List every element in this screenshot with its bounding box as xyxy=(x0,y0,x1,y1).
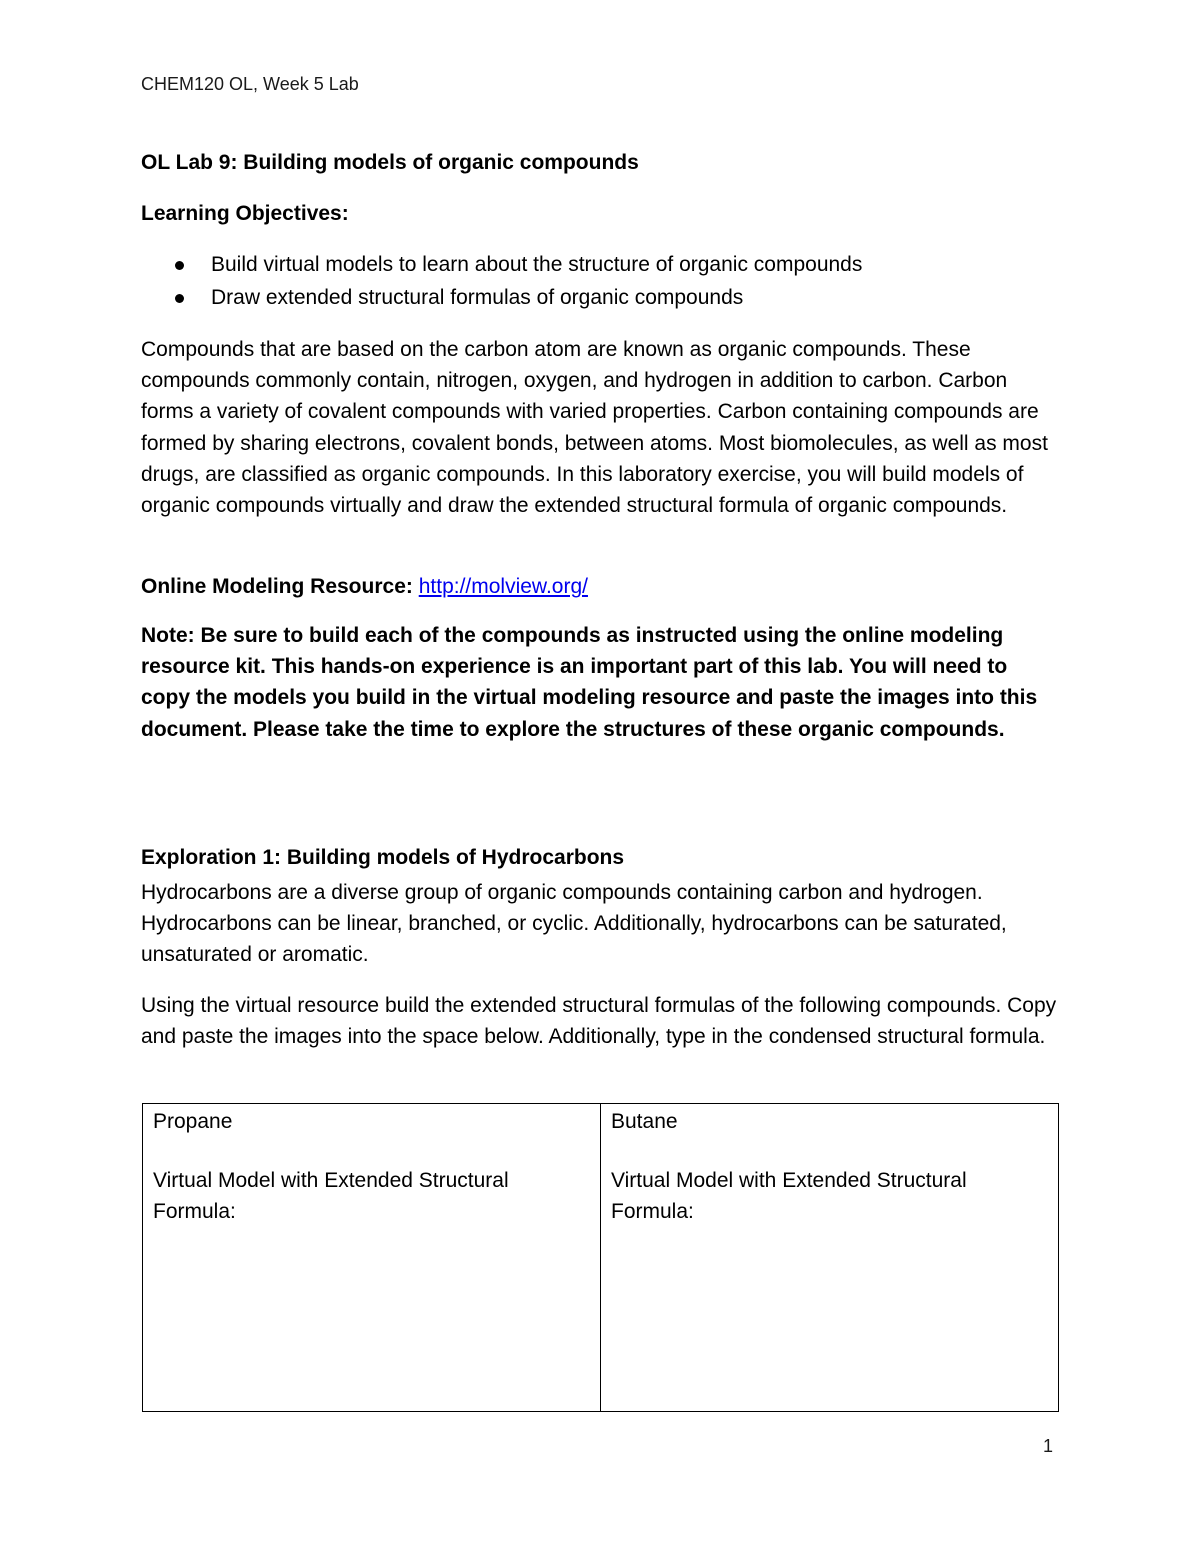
model-label: Virtual Model with Extended Structural Formula: xyxy=(611,1169,967,1224)
bullet-icon xyxy=(175,294,184,303)
list-item xyxy=(141,250,862,283)
page-number: 1 xyxy=(1043,1436,1054,1456)
model-label: Virtual Model with Extended Structural Formula: xyxy=(153,1169,509,1224)
intro-paragraph: Compounds that are based on the carbon atom are known as organic compounds. These compounds commonly contain, nitrogen, oxygen, and hydrogen in addition to carbon. Carbon forms a variety of covalent compounds with varied properties. Carbon containing compounds are formed by sharing electrons, covalent bonds, between atoms. Most biomolecules, as well as most drugs, are classified as organic compounds. In this laboratory exercise, you will build models of organic compounds virtually and draw the extended structural formula of organic compounds. xyxy=(141,338,1048,518)
molview-link[interactable]: http://molview.org/ xyxy=(418,575,588,598)
compounds-table xyxy=(142,1103,1059,1412)
compound-name: Butane xyxy=(611,1110,678,1133)
bullet-icon xyxy=(175,261,184,270)
exploration-heading: Exploration 1: Building models of Hydrocarbons xyxy=(141,846,625,869)
learning-objectives-heading: Learning Objectives: xyxy=(141,202,349,225)
propane-cell[interactable] xyxy=(143,1104,601,1412)
learning-objectives-list xyxy=(141,250,862,316)
note-paragraph: Note: Be sure to build each of the compounds as instructed using the online modeling resource kit. This hands-on experience is an important part of this lab. You will need to copy the models you build in the virtual modeling resource and paste the images into this document. Please take the time to explore the structures of these organic compounds. xyxy=(141,624,1038,741)
hydrocarbons-paragraph: Hydrocarbons are a diverse group of organic compounds containing carbon and hydrogen. Hydrocarbons can be linear, branched, or cyclic. Additionally, hydrocarbons can be saturated, unsaturated or aromatic. xyxy=(141,881,1007,967)
resource-label: Online Modeling Resource: xyxy=(141,575,413,598)
objective-text: Draw extended structural formulas of organic compounds xyxy=(211,286,744,309)
page-title: OL Lab 9: Building models of organic compounds xyxy=(141,151,639,174)
instructions-paragraph: Using the virtual resource build the extended structural formulas of the following compounds. Copy and paste the images into the space below. Additionally, type in the condensed structural formula. xyxy=(141,994,1057,1049)
online-resource-line xyxy=(141,571,588,602)
objective-text: Build virtual models to learn about the structure of organic compounds xyxy=(211,253,863,276)
table-row xyxy=(143,1104,1059,1412)
butane-cell[interactable] xyxy=(601,1104,1059,1412)
compound-name: Propane xyxy=(153,1110,233,1133)
page-header: CHEM120 OL, Week 5 Lab xyxy=(141,74,359,94)
list-item xyxy=(141,283,862,316)
